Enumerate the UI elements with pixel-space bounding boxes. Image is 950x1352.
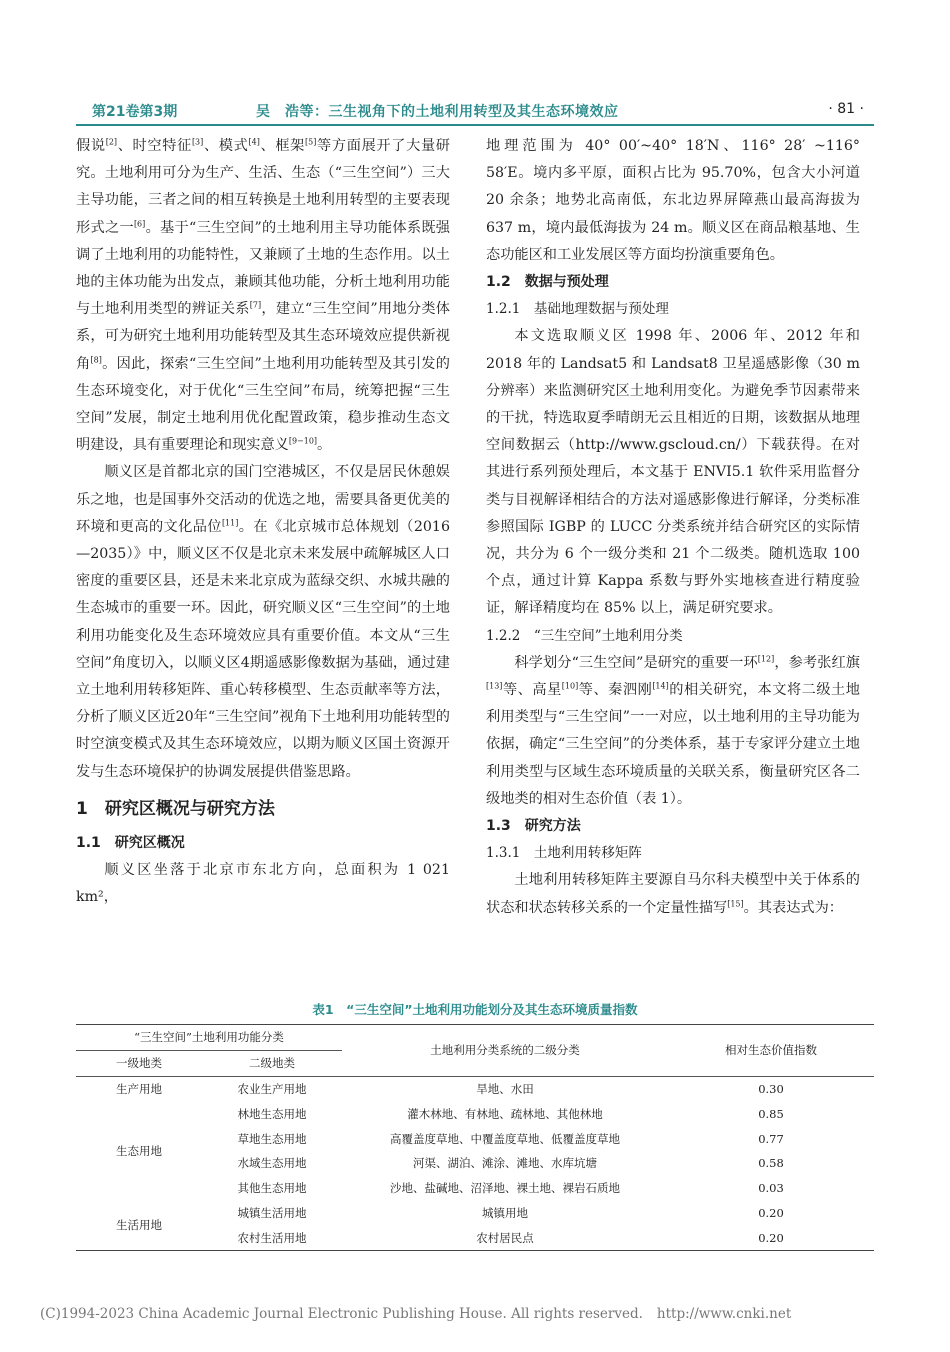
table-row [76, 1101, 874, 1126]
table-cell-system: 河渠、湖泊、滩涂、滩地、水库坑塘 [413, 1156, 597, 1171]
left-column [76, 133, 450, 911]
citation[interactable]: [5] [305, 137, 317, 147]
section-heading-1: 1 研究区概况与研究方法 [76, 798, 275, 819]
citation[interactable]: [7] [249, 300, 262, 310]
table-cell-system: 沙地、盐碱地、沼泽地、裸土地、裸岩石质地 [390, 1181, 620, 1196]
table-header-value: 相对生态价值指数 [668, 1025, 874, 1077]
table-cell-value: 0.20 [758, 1205, 784, 1220]
table-row [76, 1201, 874, 1226]
footer-link[interactable]: http://www.cnki.net [656, 1306, 792, 1322]
citation[interactable]: [9−10] [288, 436, 318, 446]
copyright-footer [40, 1306, 920, 1322]
paragraph-study-area: 顺义区坐落于北京市东北方向，总面积为 1 021 km²， [76, 862, 450, 906]
table-group-header: “三生空间”土地利用功能分类 [76, 1025, 342, 1051]
running-title: 吴 浩等：三生视角下的土地利用转型及其生态环境效应 [256, 104, 619, 120]
table-cell-level2: 草地生态用地 [237, 1131, 307, 1146]
citation[interactable]: [11] [221, 518, 239, 528]
table-cell-level2: 水域生态用地 [237, 1156, 307, 1171]
citation[interactable]: [10] [561, 681, 579, 691]
table-header-level1: 一级地类 [76, 1050, 202, 1076]
running-header [76, 98, 874, 120]
table-cell-value: 0.85 [758, 1106, 784, 1121]
table-cell-system: 灌木林地、有林地、疏林地、其他林地 [407, 1106, 603, 1121]
paragraph-data: 本文选取顺义区 1998 年、2006 年、2012 年和 2018 年的 Landsat5 和 Landsat8 卫星遥感影像（30 m 分辨率）来监测研究区土地利用变化。为避免季节因素带来的干扰，特选取夏季晴朗无云且相近的日期，该数据从地理空间数据云（http://www.gscloud.cn/）下载获得。在对其进行系列预处理后，本文基于 ENVI5.1 软件采用监督分类与目视解译相结合的方法对遥感影像进行解译，分类标准参照国际 IGBP 的 LUCC 分类系统并结合研究区的实际情况，共分为 6 个一级分类和 21 个二级类。随机选取 100 个点，通过计算 Kappa 系数与野外实地核查进行精度验证，解译精度均在 85% 以上，满足研究要求。 [486, 328, 860, 617]
citation[interactable]: [15] [727, 898, 744, 908]
subsubsection-heading-1-2-2: 1.2.2 “三生空间”土地利用分类 [486, 627, 683, 644]
table-cell-level2: 农业生产用地 [237, 1081, 307, 1096]
table-row [76, 1076, 874, 1101]
table-cell-level1: 生活用地 [76, 1201, 202, 1251]
table-cell-value: 0.58 [758, 1156, 784, 1171]
land-use-table [76, 1024, 874, 1251]
table-cell-level2: 城镇生活用地 [237, 1205, 307, 1220]
citation[interactable]: [13] [486, 681, 503, 691]
subsection-heading-1-2: 1.2 数据与预处理 [486, 274, 609, 291]
paragraph-study-area-cont: 地理范围为 40° 00′~40° 18′N、116° 28′ ~116° 58′E。境内多平原，面积占比为 95.70%，包含大小河道 20 余条；地势北高南低，东北边界屏障燕山最高海拔为 637 m，境内最低海拔为 24 m。顺义区在商品粮基地、生态功能区和工业发展区等方面均扮演重要角色。 [486, 138, 860, 263]
table-cell-level2: 农村生活用地 [202, 1225, 342, 1250]
paragraph-transfer-matrix: 土地利用转移矩阵主要源自马尔科夫模型中关于体系的状态和状态转移关系的一个定量性描写[15]。其表达式为： [486, 872, 860, 916]
table-cell-level1: 生产用地 [116, 1081, 162, 1096]
table-cell-value: 0.20 [668, 1225, 874, 1250]
table-cell-system: 高覆盖度草地、中覆盖度草地、低覆盖度草地 [390, 1131, 620, 1146]
paragraph-classification: 科学划分“三生空间”是研究的重要一环[12]，参考张红旗[13]等、高星[10]等、秦泗刚[14]的相关研究，本文将二级土地利用类型与“三生空间”一一对应，以土地利用的主导功能为依据，确定“三生空间”的分类体系，基于专家评分建立土地利用类型与区域生态环境质量的关联关系，衡量研究区各二级地类的相对生态价值（表 1）。 [486, 654, 860, 807]
subsection-heading-1-1: 1.1 研究区概况 [76, 834, 185, 851]
subsubsection-heading-1-2-1: 1.2.1 基础地理数据与预处理 [486, 301, 669, 318]
table-cell-value: 0.03 [758, 1181, 784, 1196]
table-header-level2: 二级地类 [202, 1050, 342, 1076]
paragraph-shunyi: 顺义区是首都北京的国门空港城区，不仅是居民休憩娱乐之地，也是国事外交活动的优选之地，需要具备更优美的环境和更高的文化品位[11]。在《北京城市总体规划（2016—2035）》中，顺义区不仅是北京未来发展中疏解城区人口密度的重要区县，还是未来北京成为蓝绿交织、水城共融的生态城市的重要一环。因此，研究顺义区“三生空间”的土地利用功能变化及生态环境效应具有重要价值。本文从“三生空间”角度切入，以顺义区4期遥感影像数据为基础，通过建立土地利用转移矩阵、重心转移模型、生态贡献率等方法，分析了顺义区近20年“三生空间”视角下土地利用功能转型的时空演变模式及其生态环境效应，以期为顺义区国土资源开发与生态环境保护的协调发展提供借鉴思路。 [76, 464, 450, 780]
subsection-heading-1-3: 1.3 研究方法 [486, 818, 581, 835]
citation[interactable]: [3] [191, 137, 204, 147]
citation[interactable]: [6] [133, 218, 146, 228]
table-cell-system: 旱地、水田 [476, 1081, 534, 1096]
citation[interactable]: [8] [90, 354, 102, 364]
paragraph-intro-cont: 假说[2]、时空特征[3]、模式[4]、框架[5]等方面展开了大量研究。土地利用可分为生产、生活、生态（“三生空间”）三大主导功能，三者之间的相互转换是土地利用转型的主要表现形式之一[6]。基于“三生空间”的土地利用主导功能体系既强调了土地利用的功能特性，又兼顾了土地的生态作用。以土地的主体功能为出发点，兼顾其他功能，分析土地利用功能与土地利用类型的辨证关系[7]，建立“三生空间”用地分类体系，可为研究土地利用功能转型及其生态环境效应提供新视角[8]。因此，探索“三生空间”土地利用功能转型及其引发的生态环境变化，对于优化“三生空间”布局，统筹把握“三生空间”发展，制定土地利用优化配置政策，稳步推动生态文明建设，具有重要理论和现实意义[9−10]。 [76, 137, 450, 454]
table-cell-system: 城镇用地 [482, 1205, 528, 1220]
table-cell-level1: 生态用地 [116, 1143, 162, 1158]
table-cell-system: 农村居民点 [342, 1225, 668, 1250]
table-header-system: 土地利用分类系统的二级分类 [342, 1025, 668, 1077]
citation[interactable]: [4] [248, 137, 260, 147]
header-rule [76, 124, 874, 126]
table-cell-level2: 其他生态用地 [237, 1181, 307, 1196]
table-cell-level2: 林地生态用地 [237, 1106, 307, 1121]
right-column [486, 133, 860, 922]
table-cell-value: 0.30 [758, 1081, 784, 1096]
copyright-text: (C)1994-2023 China Academic Journal Electronic Publishing House. All rights reserved. [40, 1306, 643, 1322]
citation[interactable]: [2] [105, 137, 118, 147]
citation[interactable]: [12] [757, 654, 775, 664]
citation[interactable]: [14] [652, 681, 669, 691]
subsubsection-heading-1-3-1: 1.3.1 土地利用转移矩阵 [486, 845, 642, 862]
table-caption: 表1 “三生空间”土地利用功能划分及其生态环境质量指数 [312, 1002, 638, 1017]
journal-issue: 第21卷第3期 [92, 104, 178, 120]
table-cell-value: 0.77 [758, 1131, 784, 1146]
page-number: · 81 · [828, 101, 864, 117]
